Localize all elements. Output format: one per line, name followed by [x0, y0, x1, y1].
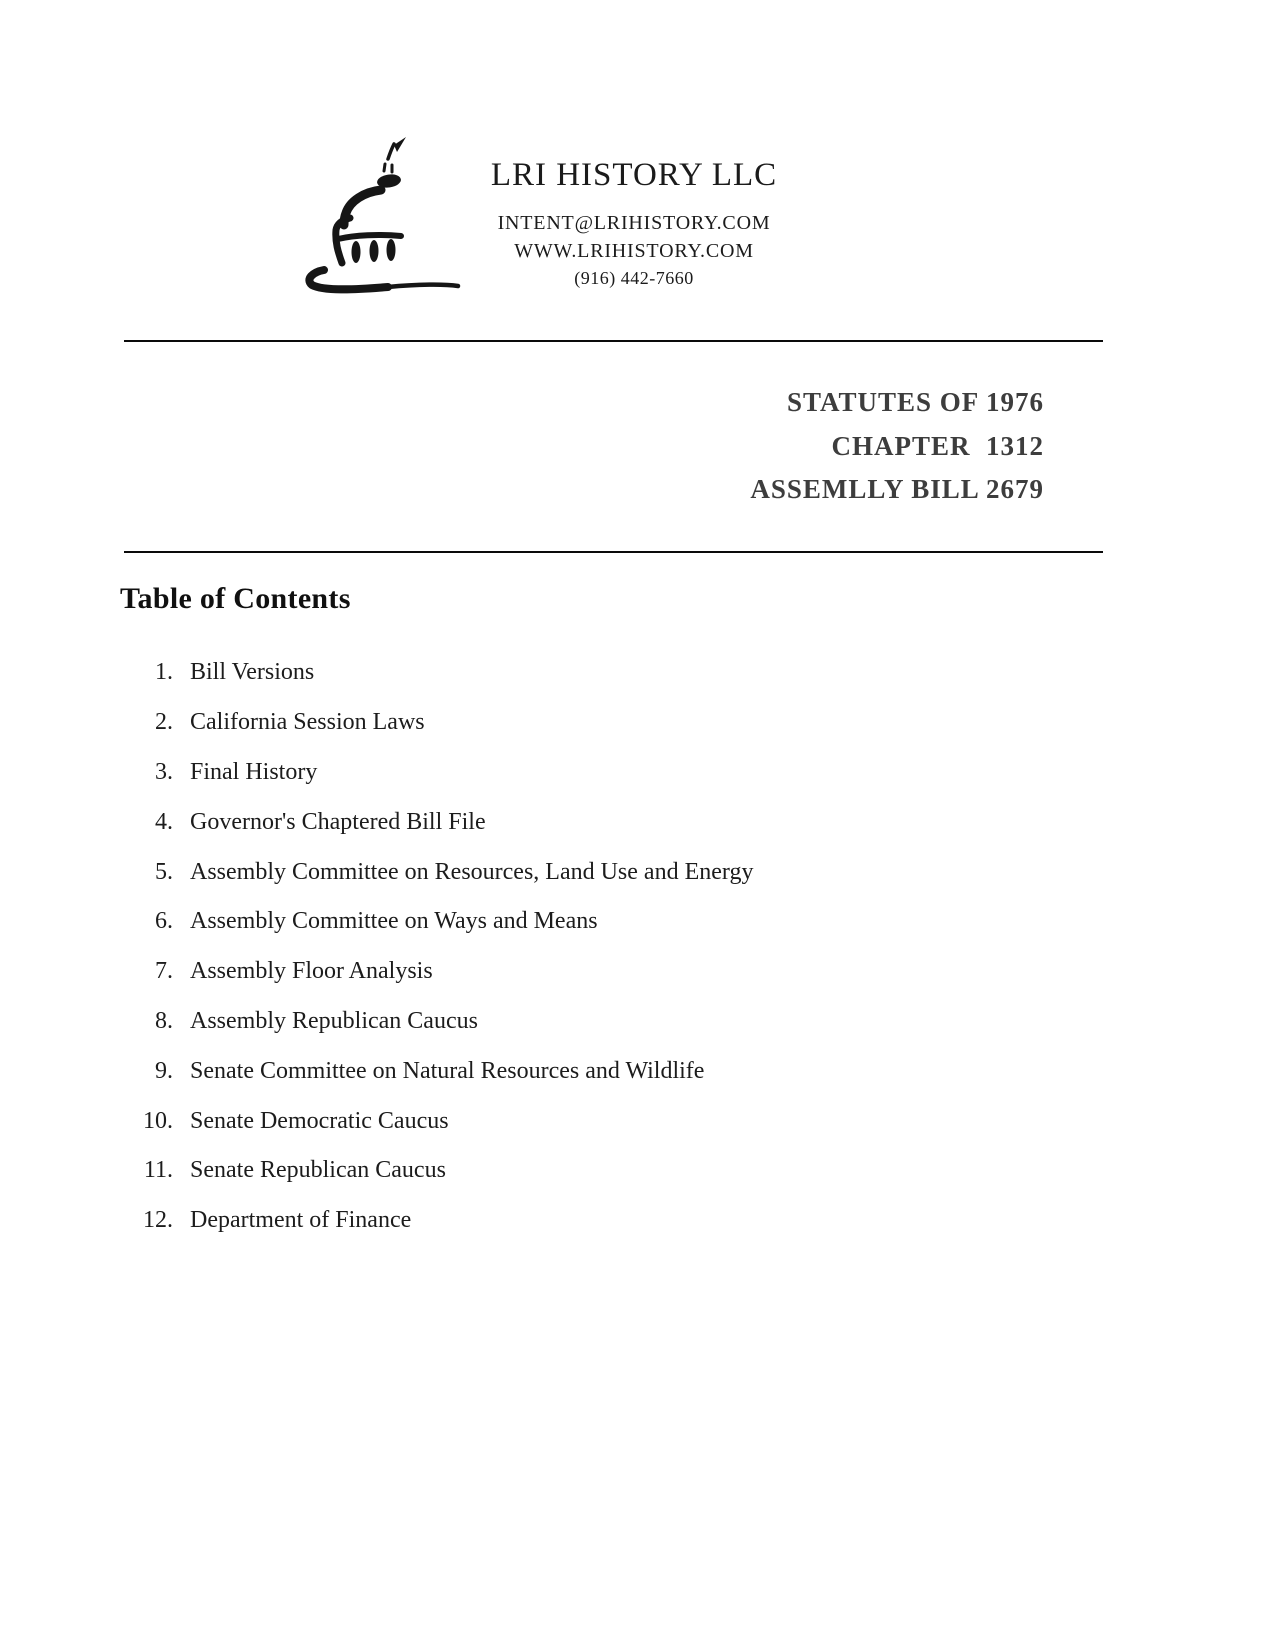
toc-item — [120, 997, 753, 1047]
toc-item — [120, 1046, 753, 1096]
toc-item-number: 9. — [155, 1057, 173, 1084]
toc-item — [120, 797, 753, 847]
company-website: WWW.LRIHISTORY.COM — [514, 240, 754, 262]
toc-item — [120, 1096, 753, 1146]
company-email: INTENT@LRIHISTORY.COM — [497, 212, 771, 234]
toc-item-label: Governor's Chaptered Bill File — [190, 808, 486, 835]
toc-item — [120, 847, 753, 897]
toc-list — [120, 648, 753, 1246]
toc-item — [120, 748, 753, 798]
toc-item-number: 5. — [155, 858, 173, 885]
toc-item-label: Assembly Committee on Ways and Means — [190, 908, 598, 935]
toc-item — [120, 1196, 753, 1246]
divider-top — [124, 340, 1103, 342]
statutes-line-1: STATUTES OF 1976 — [786, 387, 1044, 417]
toc-item-number: 10. — [143, 1107, 173, 1134]
toc-item — [120, 947, 753, 997]
toc-item-number: 3. — [155, 758, 173, 785]
toc-item-label: Senate Democratic Caucus — [190, 1107, 449, 1134]
toc-item-label: Senate Republican Caucus — [190, 1157, 446, 1184]
toc-item-number: 7. — [155, 958, 173, 985]
toc-item-number: 6. — [155, 908, 173, 935]
toc-item — [120, 648, 753, 698]
toc-item — [120, 698, 753, 748]
toc-item-label: Assembly Committee on Resources, Land Use and Energy — [190, 858, 754, 885]
toc-item-label: Department of Finance — [190, 1207, 412, 1234]
toc-item-label: Assembly Republican Caucus — [190, 1007, 478, 1034]
statutes-line-2: CHAPTER 1312 — [831, 430, 1044, 461]
company-phone: (916) 442-7660 — [574, 268, 694, 288]
toc-heading: Table of Contents — [120, 582, 351, 615]
toc-item-label: Assembly Floor Analysis — [190, 958, 433, 985]
toc-item-label: California Session Laws — [190, 709, 425, 736]
toc-item-number: 1. — [155, 659, 173, 686]
statutes-title-block — [750, 381, 1044, 512]
toc-item-label: Final History — [190, 758, 318, 785]
toc-item-label: Senate Committee on Natural Resources and Wildlife — [190, 1057, 705, 1084]
letterhead — [455, 155, 813, 292]
toc-item-number: 2. — [155, 709, 173, 736]
toc-item-number: 4. — [155, 808, 173, 835]
toc-item — [120, 1146, 753, 1196]
toc-item-label: Bill Versions — [190, 659, 315, 686]
toc-item-number: 12. — [143, 1207, 173, 1234]
divider-bottom — [124, 551, 1103, 553]
company-name: LRI HISTORY LLC — [490, 157, 778, 193]
toc-item — [120, 897, 753, 947]
statutes-line-3: ASSEMLLY BILL 2679 — [750, 474, 1044, 504]
toc-item-number: 8. — [155, 1007, 173, 1034]
toc-item-number: 11. — [143, 1157, 173, 1184]
